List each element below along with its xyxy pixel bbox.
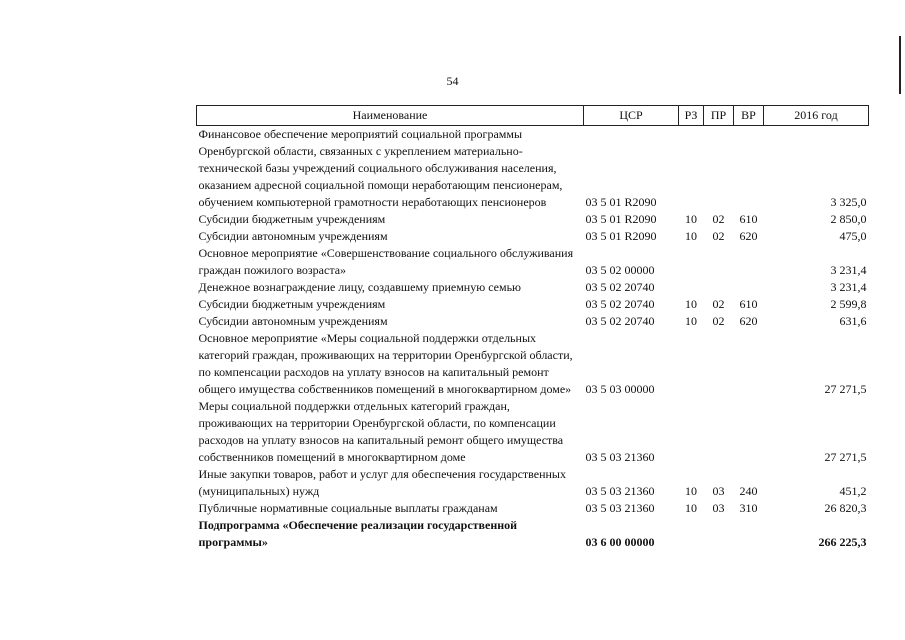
- cell-amount: 27 271,5: [824, 382, 867, 396]
- cell-pr: 02: [712, 297, 725, 311]
- cell-pr: [704, 279, 734, 296]
- cell-csr: 03 5 02 20740: [585, 314, 655, 328]
- cell-rz: [679, 330, 704, 398]
- header-pr: ПР: [704, 106, 734, 126]
- table-row: [197, 211, 869, 228]
- cell-name: Подпрограмма «Обеспечение реализации государственной программы»: [198, 518, 518, 549]
- table-row: [197, 330, 869, 398]
- table-row: [197, 228, 869, 245]
- cell-name: Финансовое обеспечение мероприятий социальной программы Оренбургской области, связанных с укреплением материально-технической базы учреждений социального обслуживания населения, оказанием адресной социальной помощи неработающим пенсионерам, обучением компьютерной грамотности неработающих пенсионеров: [198, 127, 563, 209]
- cell-pr: 03: [712, 484, 725, 498]
- cell-csr: 03 6 00 00000: [585, 535, 655, 549]
- page-number: 54: [446, 74, 459, 88]
- cell-csr: 03 5 01 R2090: [585, 195, 657, 209]
- table-row: [197, 279, 869, 296]
- table-row: [197, 245, 869, 279]
- table-row: [197, 398, 869, 466]
- cell-amount: 26 820,3: [824, 501, 867, 515]
- cell-vr: [734, 126, 764, 212]
- cell-pr: [704, 398, 734, 466]
- cell-rz: [679, 279, 704, 296]
- cell-name: Денежное вознаграждение лицу, создавшему приемную семью: [198, 280, 522, 294]
- cell-rz: [679, 517, 704, 551]
- cell-pr: [704, 517, 734, 551]
- cell-vr: [734, 517, 764, 551]
- header-name: Наименование: [197, 106, 584, 126]
- cell-amount: 475,0: [839, 229, 867, 243]
- table-row: [197, 126, 869, 212]
- cell-vr: 240: [739, 484, 758, 498]
- cell-amount: 2 599,8: [830, 297, 867, 311]
- cell-csr: 03 5 01 R2090: [585, 229, 657, 243]
- cell-pr: 02: [712, 212, 725, 226]
- cell-csr: 03 5 02 00000: [585, 263, 655, 277]
- cell-csr: 03 5 01 R2090: [585, 212, 657, 226]
- cell-amount: 3 325,0: [830, 195, 867, 209]
- cell-rz: 10: [685, 314, 697, 328]
- budget-table: [196, 105, 869, 551]
- table-row: [197, 500, 869, 517]
- cell-vr: [734, 330, 764, 398]
- table-row: [197, 296, 869, 313]
- cell-csr: 03 5 02 20740: [585, 297, 655, 311]
- cell-amount: 3 231,4: [830, 280, 867, 294]
- cell-amount: 451,2: [839, 484, 867, 498]
- cell-name: Публичные нормативные социальные выплаты гражданам: [198, 501, 498, 515]
- header-vr: ВР: [734, 106, 764, 126]
- cell-vr: 610: [739, 212, 758, 226]
- table-row: [197, 466, 869, 500]
- cell-vr: 620: [739, 229, 758, 243]
- cell-rz: [679, 126, 704, 212]
- header-rz: РЗ: [679, 106, 704, 126]
- cell-pr: 03: [712, 501, 725, 515]
- cell-vr: 610: [739, 297, 758, 311]
- cell-vr: 620: [739, 314, 758, 328]
- cell-name: Основное мероприятие «Совершенствование социального обслуживания граждан пожилого возраста»: [198, 246, 574, 277]
- cell-pr: 02: [712, 229, 725, 243]
- header-year: 2016 год: [764, 106, 869, 126]
- cell-vr: [734, 245, 764, 279]
- header-csr: ЦСР: [584, 106, 679, 126]
- cell-vr: [734, 279, 764, 296]
- cell-name: Субсидии автономным учреждениям: [198, 314, 388, 328]
- cell-name: Субсидии бюджетным учреждениям: [198, 297, 386, 311]
- cell-csr: 03 5 03 21360: [585, 450, 655, 464]
- cell-rz: 10: [685, 212, 697, 226]
- cell-rz: 10: [685, 484, 697, 498]
- cell-rz: [679, 245, 704, 279]
- cell-name: Меры социальной поддержки отдельных категорий граждан, проживающих на территории Оренбургской области, по компенсации расходов на уплату взносов на капитальный ремонт общего имущества собственников помещений в многоквартирном доме: [198, 399, 564, 464]
- cell-csr: 03 5 02 20740: [585, 280, 655, 294]
- cell-rz: [679, 398, 704, 466]
- cell-csr: 03 5 03 00000: [585, 382, 655, 396]
- cell-rz: 10: [685, 229, 697, 243]
- table-row: [197, 517, 869, 551]
- cell-name: Субсидии бюджетным учреждениям: [198, 212, 386, 226]
- cell-amount: 2 850,0: [830, 212, 867, 226]
- cell-name: Субсидии автономным учреждениям: [198, 229, 388, 243]
- cell-pr: [704, 245, 734, 279]
- cell-csr: 03 5 03 21360: [585, 484, 655, 498]
- cell-pr: [704, 126, 734, 212]
- cell-amount: 3 231,4: [830, 263, 867, 277]
- cell-amount: 266 225,3: [818, 535, 867, 549]
- cell-vr: [734, 398, 764, 466]
- table-row: [197, 313, 869, 330]
- cell-name: Иные закупки товаров, работ и услуг для обеспечения государственных (муниципальных) нужд: [198, 467, 566, 498]
- cell-pr: 02: [712, 314, 725, 328]
- cell-rz: 10: [685, 297, 697, 311]
- cell-vr: 310: [739, 501, 758, 515]
- table-header-row: [197, 106, 869, 126]
- cell-amount: 631,6: [839, 314, 867, 328]
- cell-amount: 27 271,5: [824, 450, 867, 464]
- cell-rz: 10: [685, 501, 697, 515]
- cell-name: Основное мероприятие «Меры социальной поддержки отдельных категорий граждан, проживающих на территории Оренбургской области, по компенсации расходов на уплату взносов на капитальный ремонт общего имущества собственников помещений в многоквартирном доме»: [198, 331, 573, 396]
- table-body: [197, 126, 869, 552]
- cell-csr: 03 5 03 21360: [585, 501, 655, 515]
- cell-pr: [704, 330, 734, 398]
